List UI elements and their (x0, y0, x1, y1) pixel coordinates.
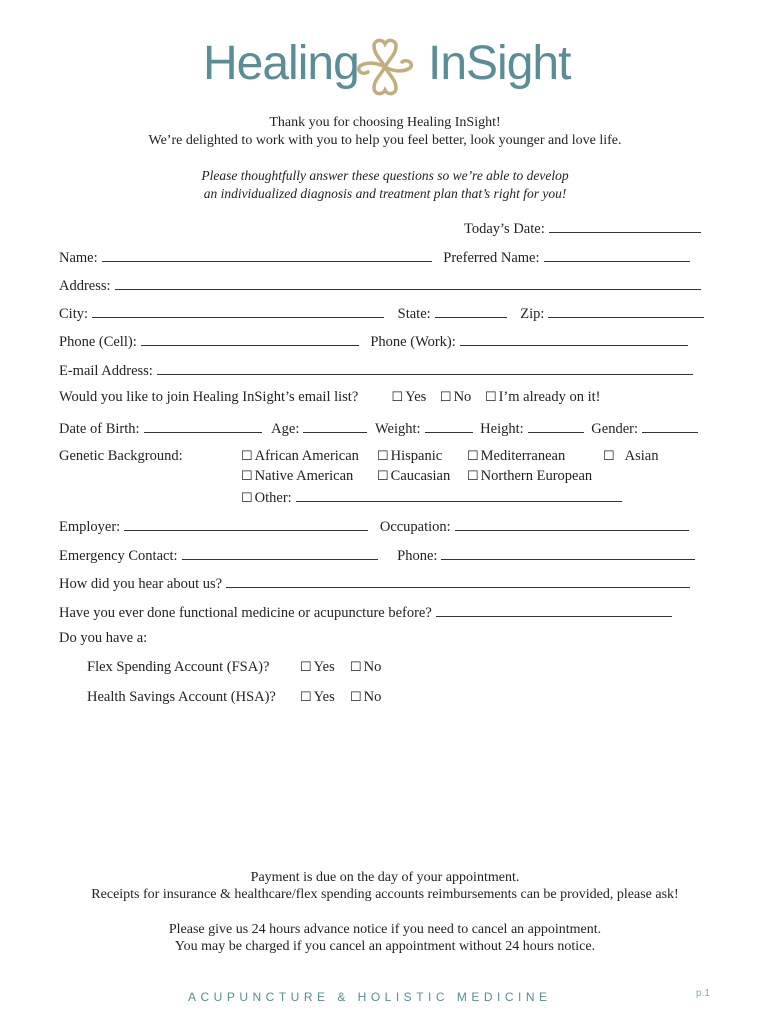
employer-input[interactable] (124, 516, 368, 531)
phone-cell-input[interactable] (141, 331, 359, 346)
option-label: Native American (254, 468, 354, 484)
option-label: I’m already on it! (498, 389, 601, 405)
checkbox-icon[interactable]: ☐ (241, 490, 253, 505)
genetic-opt-african-american[interactable] (241, 448, 359, 465)
email-list-yes-option[interactable] (392, 389, 427, 406)
cancel-note-1: Please give us 24 hours advance notice if you need to cancel an appointment. (168, 922, 602, 937)
genetic-opt-northern-european[interactable] (467, 468, 592, 485)
checkbox-icon[interactable]: ☐ (484, 389, 497, 404)
option-label: Yes (313, 689, 335, 705)
checkbox-icon[interactable]: ☐ (241, 448, 253, 463)
checkbox-icon[interactable]: ☐ (300, 659, 312, 674)
employer-label: Employer: (59, 519, 121, 535)
heard-row (59, 573, 711, 593)
phone-work-input[interactable] (460, 331, 688, 346)
logo (0, 32, 770, 104)
state-label: State: (397, 306, 431, 322)
option-label: Asian (624, 448, 659, 464)
logo-word-right: InSight (428, 37, 571, 90)
todays-date-label: Today’s Date: (464, 221, 545, 237)
checkbox-icon[interactable]: ☐ (300, 689, 312, 704)
email-row (59, 360, 711, 380)
occupation-input[interactable] (455, 516, 689, 531)
payment-note-2: Receipts for insurance & healthcare/flex spending accounts reimbursements can be provided, please ask! (91, 887, 679, 902)
email-list-already-option[interactable] (485, 389, 601, 406)
checkbox-icon[interactable]: ☐ (350, 659, 362, 674)
genetic-opt-mediterranean[interactable] (467, 448, 565, 465)
phone-row (59, 331, 711, 351)
functional-input[interactable] (436, 602, 672, 617)
weight-input[interactable] (425, 418, 473, 433)
height-label: Height: (480, 421, 524, 437)
checkbox-icon[interactable]: ☐ (467, 448, 479, 463)
occupation-label: Occupation: (379, 519, 451, 535)
phone-work-label: Phone (Work): (370, 334, 456, 350)
functional-label: Have you ever done functional medicine or acupuncture before? (59, 605, 432, 621)
fsa-label: Flex Spending Account (FSA)? (87, 659, 270, 675)
option-label: Yes (405, 389, 427, 405)
emergency-label: Emergency Contact: (59, 548, 178, 564)
email-list-row (59, 389, 711, 406)
option-label: No (363, 689, 382, 705)
fsa-no-option[interactable] (350, 659, 381, 676)
checkbox-icon[interactable]: ☐ (377, 468, 389, 483)
age-label: Age: (271, 421, 300, 437)
checkbox-icon[interactable]: ☐ (350, 689, 362, 704)
emergency-phone-input[interactable] (441, 545, 695, 560)
city-input[interactable] (92, 303, 384, 318)
state-input[interactable] (435, 303, 507, 318)
age-input[interactable] (303, 418, 367, 433)
checkbox-icon[interactable]: ☐ (377, 448, 389, 463)
name-label: Name: (59, 250, 98, 266)
option-label: Other: (254, 490, 292, 506)
city-row (59, 303, 711, 323)
email-label: E-mail Address: (59, 363, 153, 379)
checkbox-icon[interactable]: ☐ (439, 389, 452, 404)
option-label: Mediterranean (480, 448, 566, 464)
genetic-opt-native-american[interactable] (241, 468, 353, 485)
height-input[interactable] (528, 418, 584, 433)
genetic-opt-hispanic[interactable] (377, 448, 442, 465)
weight-label: Weight: (374, 421, 421, 437)
emergency-phone-label: Phone: (397, 548, 438, 564)
phone-cell-label: Phone (Cell): (59, 334, 137, 350)
address-label: Address: (59, 278, 111, 294)
zip-label: Zip: (520, 306, 545, 322)
email-list-no-option[interactable] (440, 389, 471, 406)
todays-date-field[interactable] (464, 218, 701, 238)
do-you-have-label: Do you have a: (59, 630, 148, 646)
gender-label: Gender: (591, 421, 638, 437)
city-label: City: (59, 306, 89, 322)
todays-date-line[interactable] (549, 218, 701, 233)
fsa-yes-option[interactable] (300, 659, 335, 676)
preferred-name-label: Preferred Name: (443, 250, 540, 266)
page-number: p.1 (696, 988, 710, 999)
payment-note-1: Payment is due on the day of your appointment. (250, 870, 520, 885)
dob-input[interactable] (144, 418, 262, 433)
functional-row (59, 602, 711, 622)
employer-row (59, 516, 711, 536)
zip-input[interactable] (548, 303, 704, 318)
dob-label: Date of Birth: (59, 421, 140, 437)
genetic-opt-other[interactable] (241, 487, 622, 507)
footer-brand: ACUPUNCTURE & HOLISTIC MEDICINE (188, 990, 552, 1004)
hsa-yes-option[interactable] (300, 689, 335, 706)
name-input[interactable] (102, 247, 432, 262)
intro-italic-2: an individualized diagnosis and treatment plan that’s right for you! (203, 186, 567, 201)
intro-line-1: Thank you for choosing Healing InSight! (269, 115, 501, 130)
option-label: Northern European (480, 468, 593, 484)
name-row (59, 247, 711, 267)
address-input[interactable] (115, 275, 701, 290)
option-label: Yes (313, 659, 335, 675)
option-label: Hispanic (390, 448, 443, 464)
option-label: African American (254, 448, 359, 464)
cancel-note-2: You may be charged if you cancel an appointment without 24 hours notice. (174, 939, 596, 954)
preferred-name-input[interactable] (544, 247, 690, 262)
heard-input[interactable] (226, 573, 690, 588)
emergency-input[interactable] (182, 545, 378, 560)
genetic-opt-caucasian[interactable] (377, 468, 450, 485)
hsa-label: Health Savings Account (HSA)? (87, 689, 276, 705)
email-list-question: Would you like to join Healing InSight’s email list? (59, 389, 359, 405)
genetic-opt-asian[interactable] (603, 448, 659, 465)
gender-input[interactable] (642, 418, 698, 433)
checkbox-icon[interactable]: ☐ (603, 448, 615, 463)
checkbox-icon[interactable]: ☐ (467, 468, 479, 483)
emergency-row (59, 545, 711, 565)
option-label: No (363, 659, 382, 675)
logo-ornament-icon (352, 36, 418, 98)
dob-row (59, 418, 711, 438)
logo-word-left: Healing (203, 37, 359, 90)
email-input[interactable] (157, 360, 693, 375)
intro-italic-1: Please thoughtfully answer these questions so we’re able to develop (201, 168, 569, 183)
option-label: Caucasian (390, 468, 451, 484)
intro-line-2: We’re delighted to work with you to help you feel better, look younger and love life. (148, 133, 622, 148)
hsa-no-option[interactable] (350, 689, 381, 706)
checkbox-icon[interactable]: ☐ (391, 389, 404, 404)
genetic-label: Genetic Background: (59, 448, 183, 464)
checkbox-icon[interactable]: ☐ (241, 468, 253, 483)
address-row (59, 275, 711, 295)
option-label: No (453, 389, 472, 405)
genetic-other-input[interactable] (296, 487, 622, 502)
heard-label: How did you hear about us? (59, 576, 223, 592)
